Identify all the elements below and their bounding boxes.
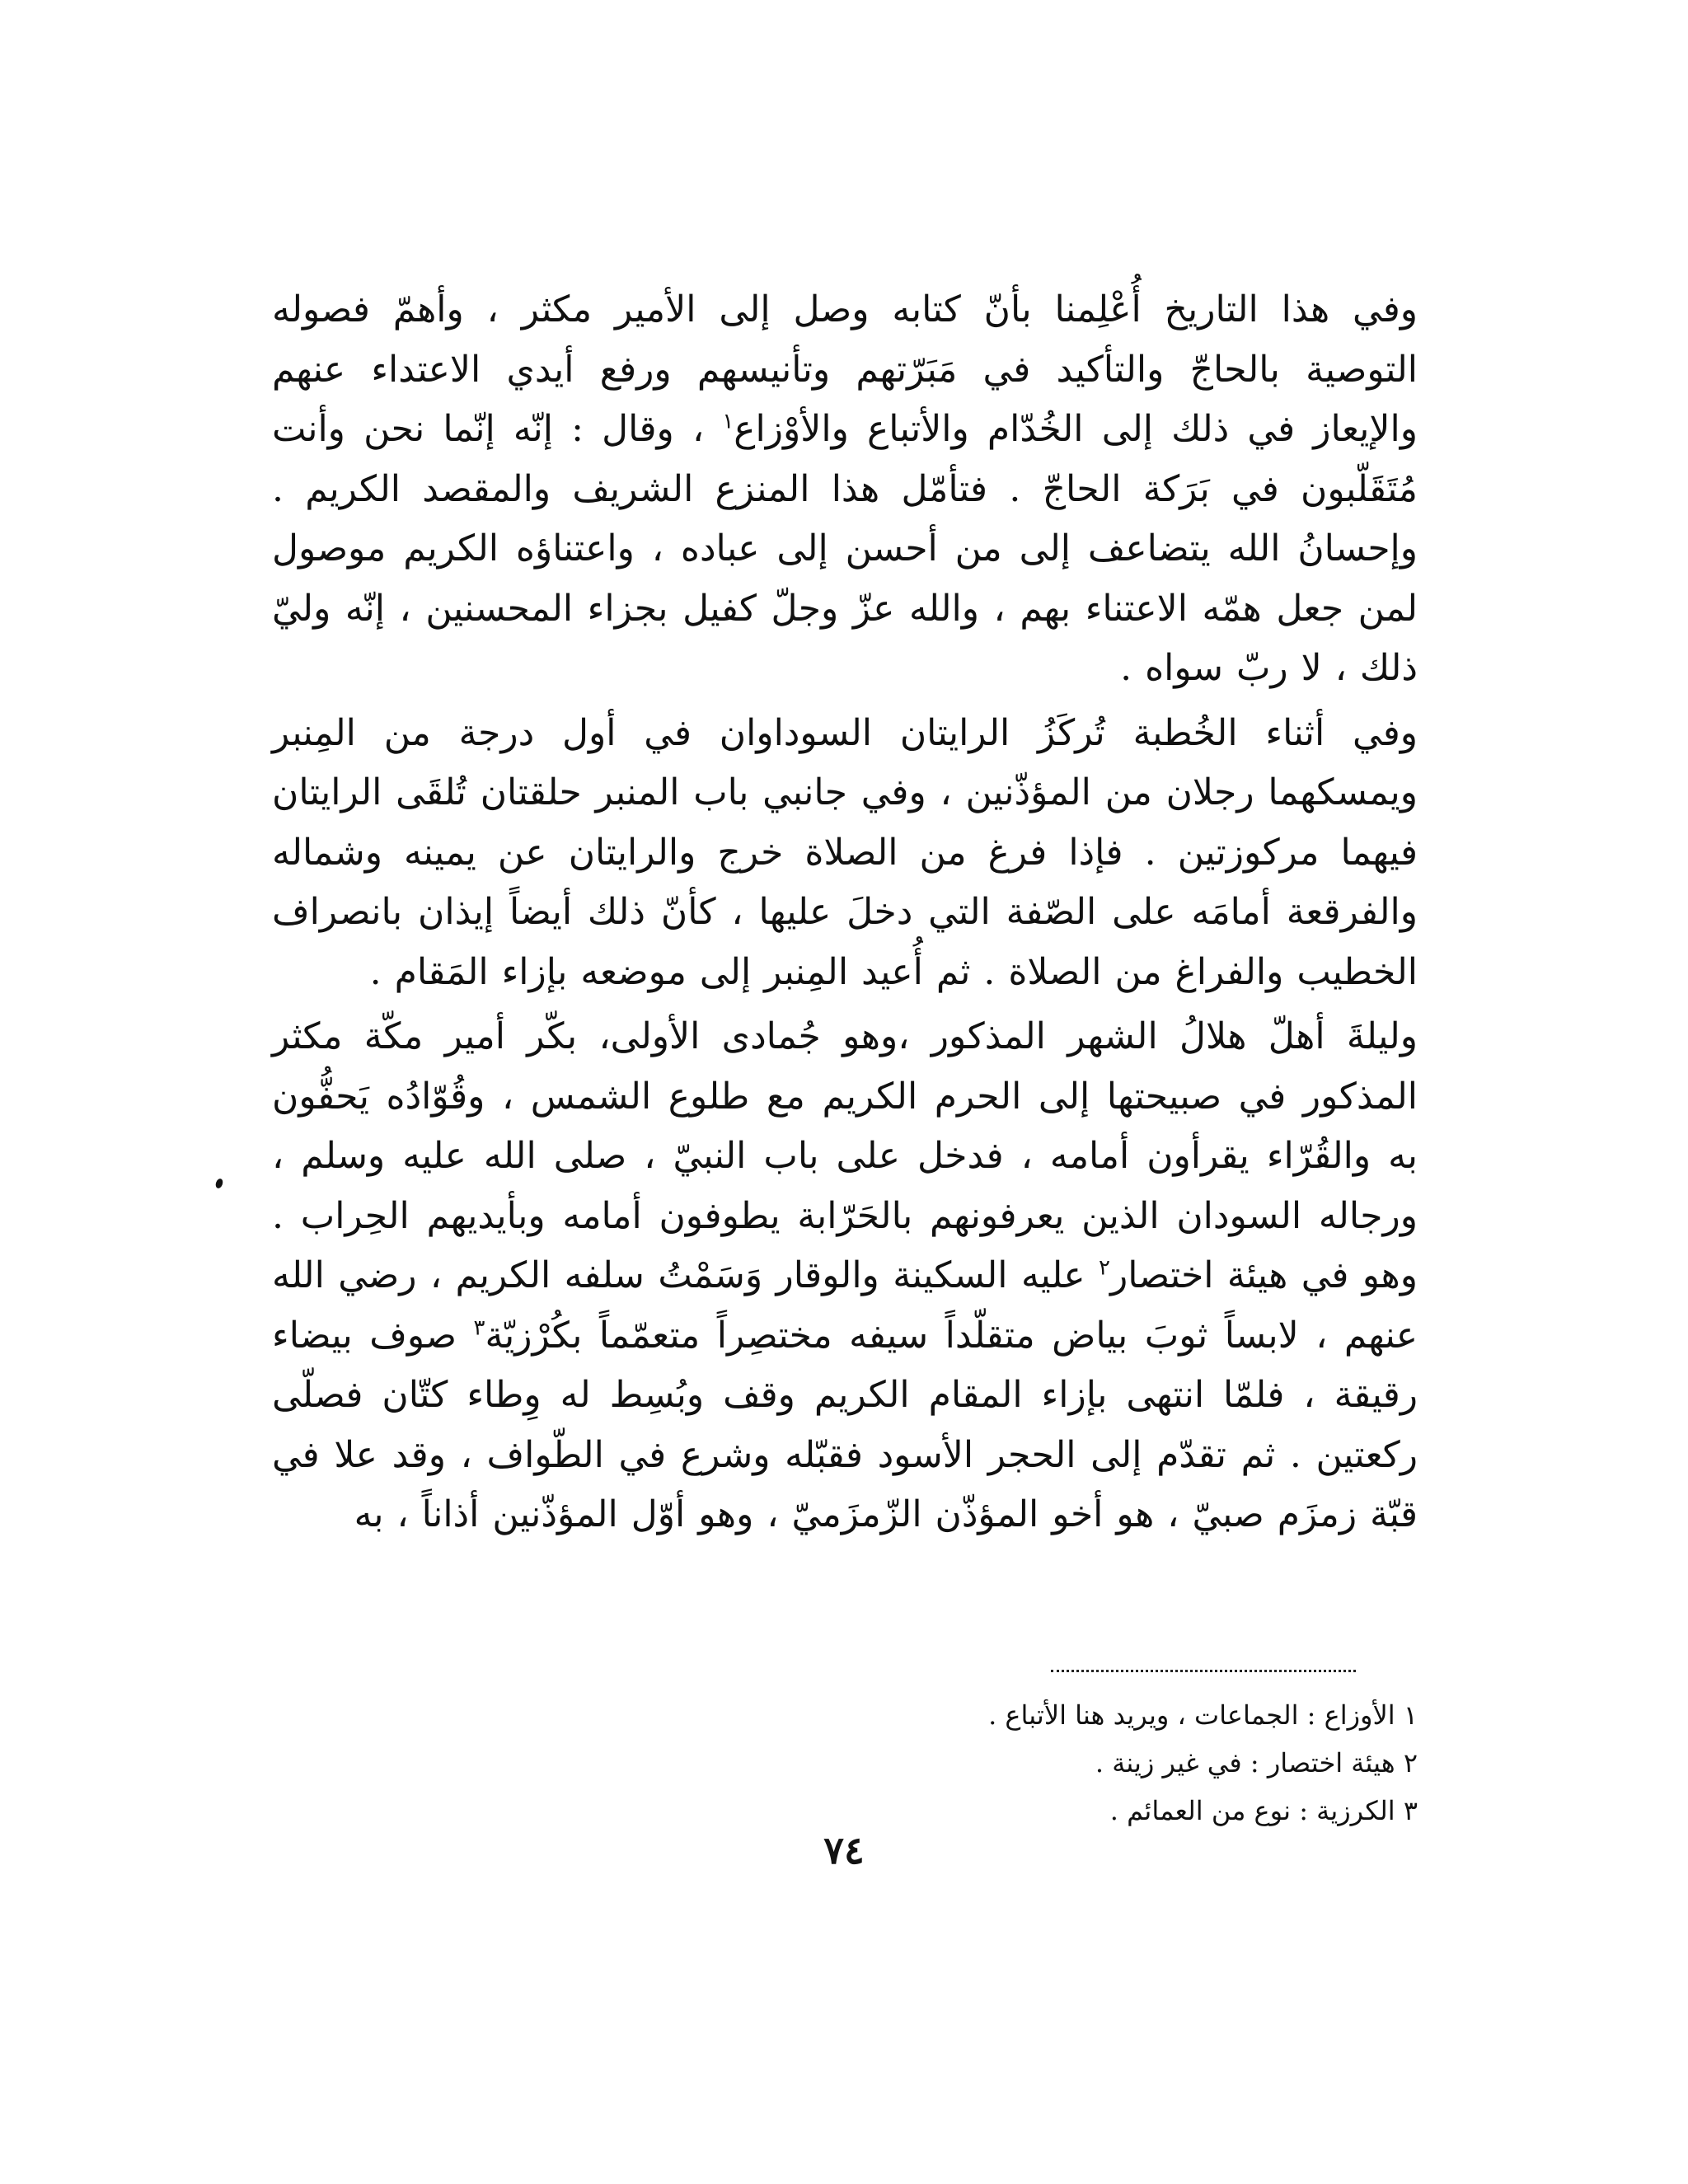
- page-number: ٧٤: [823, 1828, 865, 1872]
- main-text: [272, 280, 1418, 1545]
- paragraph-3: [272, 1007, 1418, 1545]
- paragraph-3-text: وليلةَ أهلّ هلالُ الشهر المذكور ،وهو جُمادى الأولى، بكّر أمير مكّة مكثر المذكور في صبيحتها إلى الحرم الكريم مع طلوع الشمس ، وقُوّادُه يَحفُّون به والقُرّاء يقرأون أمامه ، فدخل على باب النبيّ ، صلى الله عليه وسلم ، ورجاله السودان الذين يعرفونهم بالحَرّابة يطوفون أمامه وبأيديهم الحِراب . وهو في هيئة اختصار: [272, 1015, 1418, 1296]
- footnote-3: ٣ الكرزية : نوع من العمائم .: [1109, 1795, 1418, 1826]
- footnote-1: ١ الأوزاع : الجماعات ، ويريد هنا الأتباع .: [988, 1699, 1418, 1731]
- paragraph-3-text-cont2: صوف بيضاء رقيقة ، فلمّا انتهى بإزاء المقام الكريم وقف وبُسِط له وِطاء كتّان فصلّى ركعتين . ثم تقدّم إلى الحجر الأسود فقبّله وشرع في الطّواف ، وقد علا في قبّة زمزَم صبيّ ، هو أخو المؤذّن الزّمزَميّ ، وهو أوّل المؤذّنين أذاناً ، به: [272, 1314, 1418, 1535]
- paragraph-1-text: وفي هذا التاريخ أُعْلِمنا بأنّ كتابه وصل إلى الأمير مكثر ، وأهمّ فصوله التوصية بالحاجّ والتأكيد في مَبَرّتهم وتأنيسهم ورفع أيدي الاعتداء عنهم والإيعاز في ذلك إلى الخُدّام والأتباع والأوْزاع: [272, 288, 1418, 450]
- footnote-2: ٢ هيئة اختصار : في غير زينة .: [1095, 1747, 1418, 1779]
- footnotes: [577, 1691, 1418, 1835]
- paragraph-2-text: وفي أثناء الخُطبة تُركَزُ الرايتان السوداوان في أول درجة من المِنبر ويمسكهما رجلان من المؤذّنين ، وفي جانبي باب المنبر حلقتان تُلقَى الرايتان فيهما مركوزتين . فإذا فرغ من الصلاة خرج والرايتان عن يمينه وشماله والفرقعة أمامَه على الصّفة التي دخلَ عليها ، كأنّ ذلك أيضاً إيذان بانصراف الخطيب والفراغ من الصلاة . ثم أُعيد المِنبر إلى موضعه بإزاء المَقام .: [272, 711, 1418, 993]
- footnote-ref-3: ٣: [473, 1315, 485, 1340]
- footnote-ref-2: ٢: [1099, 1255, 1111, 1281]
- paragraph-1-text-cont: ، وقال : إنّه إنّما نحن وأنت مُتَقَلّبون في بَرَكة الحاجّ . فتأمّل هذا المنزع الشريف والمقصد الكريم . وإحسانُ الله يتضاعف إلى من أحسن إلى عباده ، واعتناؤه الكريم موصول لمن جعل همّه الاعتناء بهم ، والله عزّ وجلّ كفيل بجزاء المحسنين ، إنّه وليّ ذلك ، لا ربّ سواه .: [272, 408, 1418, 689]
- footnote-divider: [1051, 1670, 1356, 1672]
- paragraph-3-text-cont: عليه السكينة والوقار وَسَمْتُ سلفه الكريم ، رضي الله عنهم ، لابساً ثوبَ بياض متقلّداً سيفه مختصِراً متعمّماً بكُرْزيّة: [272, 1254, 1418, 1357]
- margin-mark: [214, 1178, 224, 1189]
- footnote-ref-1: ١: [722, 409, 734, 434]
- paragraph-2: [272, 704, 1418, 1003]
- paragraph-1: [272, 280, 1418, 699]
